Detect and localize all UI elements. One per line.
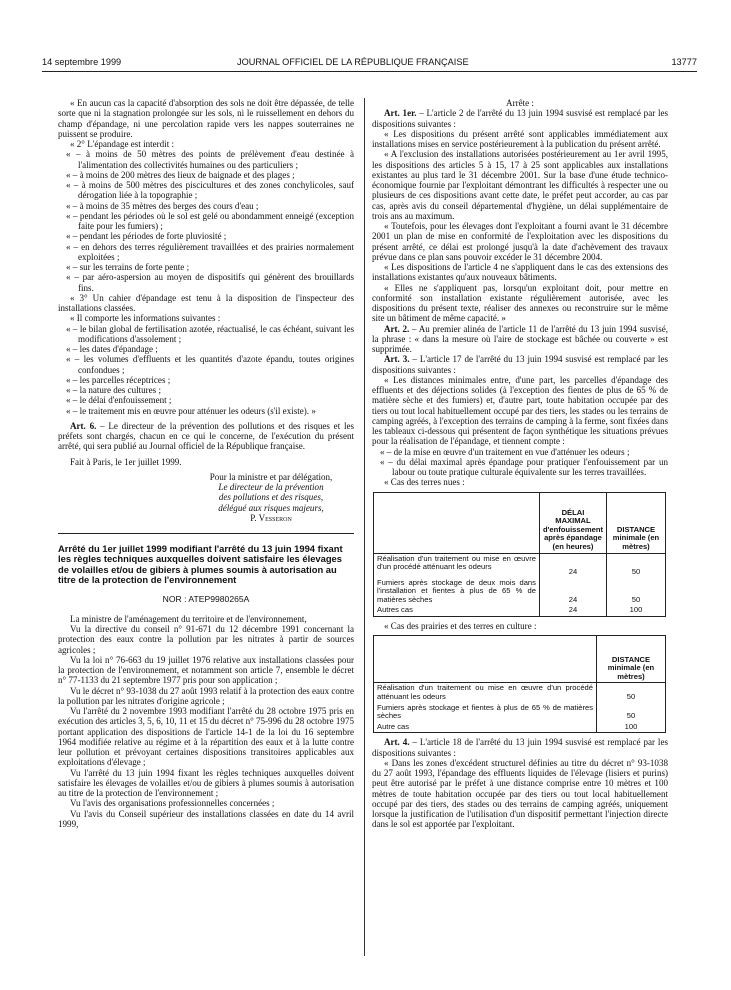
- article-label: Art. 3.: [384, 354, 410, 365]
- list-item: « – le bilan global de fertilisation azotée, réactualisé, le cas échéant, suivant les modifications d'assolement ;: [66, 323, 354, 344]
- table-row: [374, 703, 666, 722]
- prohibition-list: [58, 149, 354, 293]
- list-item: « – la nature des cultures ;: [66, 385, 161, 395]
- article-1: [372, 108, 668, 129]
- table-header: DISTANCE minimale (en mètres): [597, 636, 666, 683]
- visa: Vu l'arrêté du 13 juin 1994 fixant les règles techniques auxquelles doivent satisfaire les élevages de volailles et/ou de gibiers à plumes soumis à autorisation au titre de la protection de l'environnement ;: [58, 767, 354, 799]
- list-item: « – à moins de 50 mètres des points de prélèvement d'eau destinée à l'alimentation des collectivités humaines ou des particuliers ;: [66, 149, 354, 170]
- article-2: [372, 324, 668, 355]
- table-cell-text: Réalisation d'un traitement ou mise en œuvre d'un procédé atténuant les odeurs: [377, 553, 536, 572]
- table-caption: « Cas des terres nues :: [384, 477, 465, 488]
- list-item: « – les dates d'épandage ;: [66, 344, 158, 354]
- list-item: « – en dehors des terres régulièrement travaillées et des prairies normalement exploitées ;: [66, 241, 354, 262]
- paragraph: « Elles ne s'appliquent pas, lorsqu'un exploitant doit, pour mettre en conformité son installation existante régulièrement autorisée, avec les dispositions du présent texte, réaliser des annexes ou reconstruire sur le même site un bâtiment de même capacité. »: [372, 282, 668, 324]
- header-page-number: 13777: [671, 57, 697, 67]
- paragraph: « 2° L'épandage est interdit :: [70, 139, 174, 149]
- paragraph: « En aucun cas la capacité d'absorption des sols ne doit être dépassée, de telle sorte que ni la stagnation prolongée sur les sols, ni le ruissellement en dehors du champ d'épandage, ni une percolation rapide vers les nappes souterraines ne puissent se produire.: [58, 98, 354, 139]
- nor-reference: NOR : ATEP9980265A: [162, 593, 250, 604]
- table-row: [374, 683, 666, 703]
- table-cell: Réalisation d'un traitement ou mise en œuvre d'un procédé atténuant les odeurs: [374, 683, 597, 703]
- list-item: « – à moins de 500 mètres des piscicultures et des zones conchylicoles, sauf dérogation liée à la topographie ;: [66, 180, 354, 201]
- section-divider: [58, 533, 354, 534]
- signature-place-date: Fait à Paris, le 1er juillet 1999.: [70, 456, 182, 467]
- article-3: [372, 354, 668, 375]
- list-item: « – par aéro-aspersion au moyen de dispositifs qui génèrent des brouillards fins.: [66, 272, 354, 293]
- paragraph: « Les distances minimales entre, d'une part, les parcelles d'épandage des effluents et des déjections solides (à l'exception des fientes de plus de 65 % de matière sèche et des fumiers) et, d'autre part, toute habitation occupée par des tiers ou tout local habituellement occupé par des tiers, les stades ou les terrains de camping agréés, à l'exception des terrains de camping à la ferme, sont fixées dans les tableaux ci-dessous qui présentent de façon synthétique les situations prévues pour la réalisation de l'épandage, et tiennent compte :: [372, 374, 668, 447]
- article-label: Art. 2.: [384, 323, 410, 334]
- table-row: [374, 605, 666, 616]
- table-header-empty: [374, 492, 540, 553]
- table-cell: 50: [607, 578, 666, 606]
- header-date: 14 septembre 1999: [42, 57, 122, 67]
- table-header: DISTANCE minimale (en mètres): [607, 492, 666, 553]
- list-item: « – à moins de 35 mètres des berges des cours d'eau ;: [66, 200, 259, 211]
- paragraph: « Les dispositions du présent arrêté sont applicables immédiatement aux installations mises en service postérieurement à la publication du présent arrêté.: [372, 128, 668, 149]
- table-cell: Autre cas: [374, 722, 597, 733]
- signature-line: des pollutions et des risques,: [218, 492, 324, 503]
- article-label: Art. 4.: [384, 737, 410, 748]
- visa: Vu l'avis des organisations professionnelles concernées ;: [70, 798, 275, 809]
- article-text: – Au premier alinéa de l'article 11 de l'arrêté du 13 juin 1994 susvisé, la phrase : « dans la mesure où l'aire de stockage est bâchée ou couverte » est supprimée.: [372, 323, 668, 354]
- table-cell: 24: [539, 578, 606, 606]
- signatory-name: P. Vesseron: [250, 512, 292, 523]
- visa: La ministre de l'aménagement du territoire et de l'environnement,: [70, 613, 307, 624]
- list-item: « – à moins de 200 mètres des lieux de baignade et des plages ;: [66, 169, 295, 180]
- visa: Vu l'avis du Conseil supérieur des installations classées en date du 14 avril 1999,: [58, 808, 354, 829]
- article-text: – L'article 17 de l'arrêté du 13 juin 1994 susvisé est remplacé par les dispositions suivantes :: [372, 354, 668, 375]
- paragraph: « Il comporte les informations suivantes :: [70, 313, 221, 324]
- list-item: « – de la mise en œuvre d'un traitement en vue d'atténuer les odeurs ;: [380, 446, 630, 457]
- paragraph: « Toutefois, pour les élevages dont l'exploitant a fourni avant le 31 décembre 2001 un plan de mise en conformité de l'exploitation avec les dispositions du présent arrêté, ce délai est prolongé jusqu'à la date d'achèvement des travaux prévue dans ce plan sans pouvoir excéder le 31 décembre 2004.: [372, 221, 668, 262]
- table-header-empty: [374, 636, 597, 683]
- signature-line: délégué aux risques majeurs,: [218, 502, 324, 513]
- distance-table-bare-soil: [373, 492, 666, 618]
- decree-title: Arrêté du 1er juillet 1999 modifiant l'arrêté du 13 juin 1994 fixant les règles techniques auxquelles doivent satisfaire les élevages de volailles et/ou de gibiers à plumes soumis à autorisation au titre de la protection de l'environnement: [58, 543, 343, 586]
- signature-line: Pour la ministre et par délégation,: [209, 471, 333, 482]
- table-cell: 50: [597, 703, 666, 722]
- distance-table-meadows: [373, 635, 666, 733]
- article-text: – Le directeur de la prévention des pollutions et des risques et les préfets sont chargés, chacun en ce qui le concerne, de l'exécution du présent arrêté, qui sera publié au Journal officiel de la République française.: [58, 420, 355, 452]
- list-item: « – du délai maximal après épandage pour pratiquer l'enfouissement par un labour ou toute pratique culturale équivalente sur les terres travaillées.: [380, 456, 668, 477]
- paragraph: « 3° Un cahier d'épandage est tenu à la disposition de l'inspecteur des installations classées.: [58, 292, 354, 313]
- visa: Vu le décret n° 93-1038 du 27 août 1993 relatif à la protection des eaux contre la pollution par les nitrates d'origine agricole ;: [58, 685, 354, 706]
- table-caption: « Cas des prairies et des terres en culture :: [384, 621, 537, 632]
- signature-block: [58, 472, 354, 523]
- article-6: [58, 421, 354, 452]
- list-item: « – sur les terrains de forte pente ;: [66, 262, 190, 272]
- information-list: [58, 324, 354, 416]
- visas-list: [58, 614, 354, 829]
- list-item: « – les volumes d'effluents et les quantités d'azote épandu, toutes origines confondues ;: [66, 354, 354, 375]
- table-cell: 50: [607, 553, 666, 578]
- visa: Vu la loi n° 76-663 du 19 juillet 1976 relative aux installations classées pour la protection de l'environnement, et notamment son article 7, ensemble le décret n° 77-1133 du 21 septembre 1977 pris pour son application ;: [58, 654, 354, 686]
- column-divider: [364, 98, 365, 956]
- visa: Vu la directive du conseil n° 91-671 du 12 décembre 1991 concernant la protection des eaux contre la pollution par les nitrates à partir de sources agricoles ;: [58, 624, 354, 655]
- article-label: Art. 1er.: [384, 108, 417, 119]
- table-cell: Fumiers après stockage de deux mois dans l'installation et fientes à plus de 65 % de matières sèches: [374, 578, 540, 606]
- arrete-heading: Arrête :: [506, 98, 534, 108]
- table-cell: [374, 553, 540, 578]
- paragraph: « Dans les zones d'excédent structurel définies au titre du décret n° 93-1038 du 27 août 1993, l'épandage des effluents liquides de l'élevage (lisiers et purins) peut être autorisé par le préfet à une distance comprise entre 10 mètres et 100 mètres de toute habitation occupée par des tiers ou tout local habituellement occupé par des tiers, des stades ou des terrains de camping agréés, uniquement lorsque la justification de l'utilisation d'un dispositif permettant l'injection directe dans le sol est apportée par l'exploitant.: [372, 757, 668, 830]
- right-column: [372, 98, 668, 830]
- page-header: [42, 57, 697, 71]
- table-header-row: [374, 636, 666, 683]
- article-text: – L'article 18 de l'arrêté du 13 juin 1994 susvisé est remplacé par les dispositions suivantes :: [372, 737, 668, 758]
- table-cell: 100: [597, 722, 666, 733]
- table-cell: Autres cas: [374, 605, 540, 616]
- article-text: – L'article 2 de l'arrêté du 13 juin 1994 susvisé est remplacé par les dispositions suivantes :: [372, 108, 668, 129]
- list-item: « – le délai d'enfouissement ;: [66, 395, 172, 406]
- table-cell: Fumiers après stockage et fientes à plus de 65 % de matières sèches: [374, 703, 597, 722]
- header-rule: [42, 71, 697, 72]
- article-label: Art. 6.: [70, 420, 97, 431]
- table-cell: 24: [539, 553, 606, 578]
- paragraph: « Les dispositions de l'article 4 ne s'appliquent dans le cas des extensions des installations existantes qu'aux nouveaux bâtiments.: [372, 262, 668, 283]
- table-cell: 50: [597, 683, 666, 703]
- visa: Vu l'arrêté du 2 novembre 1993 modifiant l'arrêté du 28 octobre 1975 pris en exécution des articles 3, 5, 6, 10, 11 et 15 du décret n° 75-996 du 28 octobre 1975 portant application des dispositions de l'article 14-1 de la loi du 16 septembre 1964 modifiée relative au régime et à la répartition des eaux et à la lutte contre leur pollution et prévoyant certaines dispositions transitoires applicables aux exploitations d'élevage ;: [58, 706, 354, 768]
- table-cell: 100: [607, 605, 666, 616]
- table-row: [374, 553, 666, 578]
- table-header: DÉLAI MAXIMAL d'enfouissement après épandage (en heures): [539, 492, 606, 553]
- signature-line: Le directeur de la prévention: [218, 482, 324, 492]
- table-header-row: [374, 492, 666, 553]
- list-item: « – pendant les périodes de forte pluviosité ;: [66, 231, 227, 242]
- list-item: « – le traitement mis en œuvre pour atténuer les odeurs (s'il existe). »: [66, 405, 316, 416]
- table-row: [374, 578, 666, 606]
- header-journal-title: JOURNAL OFFICIEL DE LA RÉPUBLIQUE FRANÇAISE: [237, 57, 469, 67]
- table-cell: 24: [539, 605, 606, 616]
- paragraph: « A l'exclusion des installations autorisées postérieurement au 1er avril 1995, les dispositions des articles 5 à 15, 17 à 25 sont applicables aux installations existantes au plus tard le 31 décembre 2001. Sur la base d'une étude technico-économique fournie par l'exploitant démontrant les difficultés à respecter une ou plusieurs de ces dispositions avant cette date, le préfet peut accorder, au cas par cas, après avis du conseil départemental d'hygiène, un délai supplémentaire de trois ans au maximum.: [372, 149, 668, 221]
- left-column: [58, 98, 354, 829]
- article-4: [372, 737, 668, 758]
- list-item: « – pendant les périodes où le sol est gelé ou abondamment enneigé (exception faite pour les fumiers) ;: [66, 210, 354, 231]
- list-item: « – les parcelles réceptrices ;: [66, 374, 171, 385]
- table-row: [374, 722, 666, 733]
